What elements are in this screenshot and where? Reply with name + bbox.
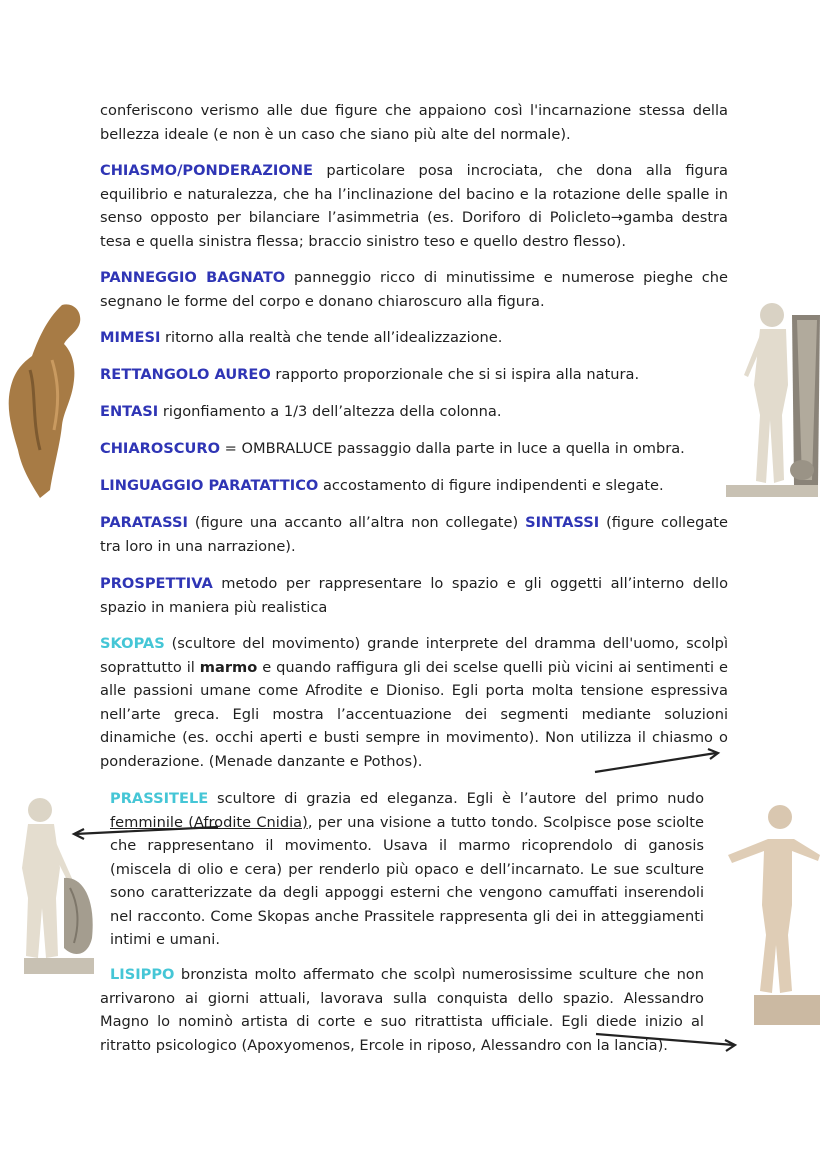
lisippo-term: LISIPPO xyxy=(110,966,175,983)
chiasmo-term: CHIASMO/PONDERAZIONE xyxy=(100,162,313,179)
panneggio-text: panneggio ricco di minutissime e numerose pieghe che segnano le forme del corpo e donano chiaroscuro alla figura. xyxy=(100,269,728,310)
prassitele-term: PRASSITELE xyxy=(110,790,209,807)
skopas-bold-word: marmo xyxy=(199,658,258,676)
skopas-term: SKOPAS xyxy=(100,635,165,652)
chiasmo-arrow: → xyxy=(610,209,624,226)
entasi-text: rigonfiamento a 1/3 dell’altezza della colonna. xyxy=(158,403,502,420)
rettangolo-text: rapporto proporzionale che si si ispira alla natura. xyxy=(270,366,640,383)
skopas-text-2: e quando raffigura gli dei scelse quelli più vicini ai sentimenti e alle passioni umane come Afrodite e Dioniso. Egli porta molta tensione espressiva nell’arte greca. Egli mostra l’accentuazione dei segmenti mediante soluzioni dinamiche (es. occhi aperti e busti sempre in movimento). Non utilizza il chiasmo o ponderazione. (Menade danzante e Pothos). xyxy=(100,658,728,770)
intro-text: conferiscono verismo alle due figure che appaiono così l'incarnazione stessa della bellezza ideale (e non è un caso che siano più alte del normale). xyxy=(100,102,728,143)
mimesi-text: ritorno alla realtà che tende all’idealizzazione. xyxy=(160,329,503,346)
skopas-text: (scultore del movimento) grande interprete del dramma dell'uomo, scolpì soprattutto il xyxy=(100,635,728,676)
paratassi-term: PARATASSI xyxy=(100,514,188,531)
afrodite-arrow-icon xyxy=(74,827,218,839)
afrodite-cnidia-link-text: femminile (Afrodite Cnidia) xyxy=(110,813,308,831)
chiaroscuro-text: = OMBRALUCE passaggio dalla parte in luce a quella in ombra. xyxy=(220,440,685,457)
prassitele-text: scultore di grazia ed eleganza. Egli è l’autore del primo nudo xyxy=(208,790,704,807)
prassitele-text-2: , per una visione a tutto tondo. Scolpisce pose sciolte che rappresentano il movimento. Usava il marmo ricoprendolo di ganosis (miscela di olio e cera) per renderlo più opaco e dell’incarnato. Le sue sculture sono caratterizzate da degli appoggi esterni che vengono camuffati inserendoli nel racconto. Come Skopas anche Prassitele rappresenta gli dei in atteggiamenti intimi e umani. xyxy=(110,813,704,948)
linguaggio-term: LINGUAGGIO PARATATTICO xyxy=(100,477,319,494)
rettangolo-term: RETTANGOLO AUREO xyxy=(100,366,271,383)
mimesi-term: MIMESI xyxy=(100,329,161,346)
sintassi-text: (figure collegate tra loro in una narrazione). xyxy=(100,514,728,555)
panneggio-term: PANNEGGIO BAGNATO xyxy=(100,269,286,286)
prospettiva-text: metodo per rappresentare lo spazio e gli oggetti all’interno dello spazio in maniera più realistica xyxy=(100,575,728,616)
skopas-arrow-icon xyxy=(595,749,718,772)
lisippo-arrow-icon xyxy=(596,1034,735,1051)
prospettiva-term: PROSPETTIVA xyxy=(100,575,213,592)
entasi-term: ENTASI xyxy=(100,403,159,420)
linguaggio-text: accostamento di figure indipendenti e slegate. xyxy=(318,477,664,494)
lisippo-text: bronzista molto affermato che scolpì numerosissime sculture che non arrivarono ai giorni attuali, lavorava sulla conquista dello spazio. Alessandro Magno lo nominò artista di corte e suo ritrattista ufficiale. Egli diede inizio al ritratto psicologico (Apoxyomenos, Ercole in riposo, Alessandro con la lancia). xyxy=(100,966,704,1054)
chiasmo-text-2: gamba destra tesa e quella sinistra flessa; braccio sinistro teso e quello destro flesso). xyxy=(100,209,728,250)
paratassi-text: (figure una accanto all’altra non collegate) xyxy=(187,514,526,531)
chiaroscuro-term: CHIAROSCURO xyxy=(100,440,221,457)
chiasmo-text: particolare posa incrociata, che dona alla figura equilibrio e naturalezza, che ha l’inclinazione del bacino e la rotazione delle spalle in senso opposto per bilanciare l’asimmetria (es. Doriforo di Policleto xyxy=(100,162,728,226)
sintassi-term: SINTASSI xyxy=(525,514,600,531)
